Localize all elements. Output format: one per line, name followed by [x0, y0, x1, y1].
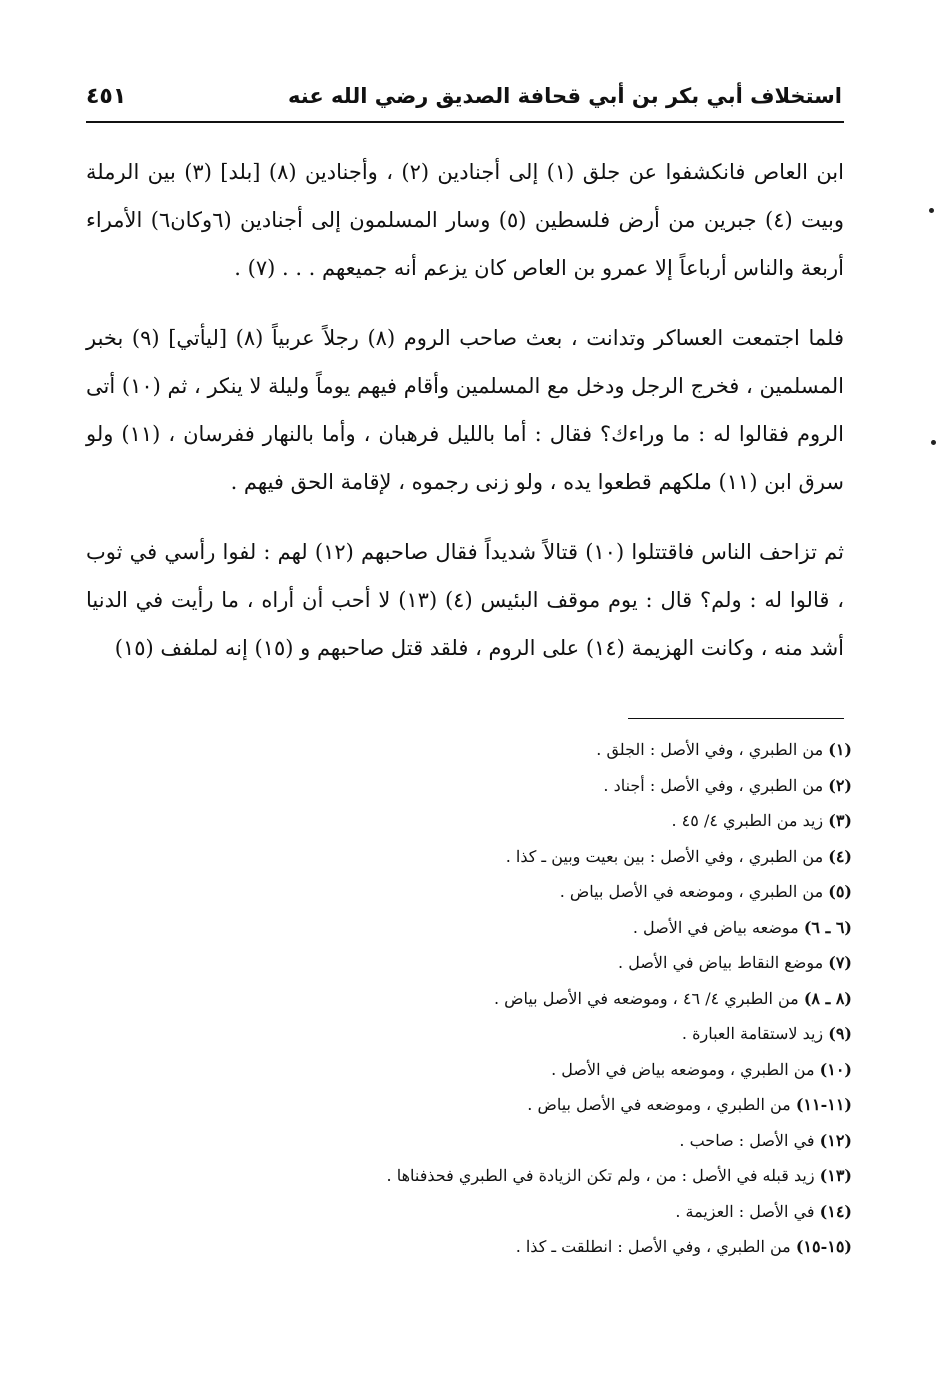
header-rule [86, 121, 844, 123]
footnote [300, 945, 852, 981]
footnote [300, 1052, 852, 1088]
page-number: ٤٥١ [86, 84, 127, 109]
footnote [300, 1229, 852, 1265]
footnote [300, 1016, 852, 1052]
footnote-text: زيد من الطبري ٤/ ٤٥ . [671, 811, 824, 830]
footnote-number: (١٢) [819, 1130, 852, 1150]
footnote-text: من الطبري ، وموضعه بياض في الأصل . [551, 1059, 815, 1079]
footnote [300, 1194, 852, 1230]
footnote-text: زيد قبله في الأصل : من ، ولم تكن الزيادة في الطبري فحذفناها . [386, 1166, 815, 1185]
footnote-number: (٤) [828, 846, 852, 866]
footnote-text: من الطبري ، وفي الأصل : بين بعيت وبين ـ كذا . [505, 846, 824, 866]
footnote [300, 768, 852, 804]
footnote-text: من الطبري ، وموضعه في الأصل بياض . [527, 1095, 791, 1114]
footnote-text: زيد لاستقامة العبارة . [681, 1024, 824, 1043]
footnote-separator [628, 718, 844, 719]
margin-speck [929, 208, 934, 213]
footnote-number: (١) [828, 740, 852, 759]
footnote-text: من الطبري ٤/ ٤٦ ، وموضعه في الأصل بياض . [493, 988, 799, 1008]
footnote-number: (٥) [828, 882, 852, 901]
footnote-number: (٣) [828, 811, 852, 830]
footnote-text: من الطبري ، وفي الأصل : أجناد . [603, 775, 824, 795]
footnotes-list [300, 732, 852, 1265]
footnote-number: (١٣) [819, 1166, 852, 1185]
footnote-number: (١١-١١) [795, 1095, 852, 1114]
footnote-text: من الطبري ، وفي الأصل : الجلق . [596, 740, 824, 759]
footnote-number: (١٠) [819, 1059, 852, 1079]
footnote-number: (٦ ـ ٦) [803, 917, 852, 937]
footnote-text: موضع النقاط بياض في الأصل . [618, 953, 824, 972]
footnote [300, 910, 852, 946]
footnote-text: في الأصل : العزيمة . [675, 1201, 815, 1221]
footnote-text: من الطبري ، وموضعه في الأصل بياض . [559, 882, 824, 901]
footnote-text: موضعه بياض في الأصل . [632, 917, 799, 937]
paragraph: ابن العاص فانكشفوا عن جلق (١) إلى أجنادين (٢) ، وأجنادين (٨) [بلد] (٣) بين الرملة وبيت (٤) جبرين من أرض فلسطين (٥) وسار المسلمون إلى أجنادين (٦وكان٦) الأمراء أربعة والناس أرباعاً إلا عمرو بن العاص كان يزعم أنه جميعهم . . . (٧) . [86, 160, 845, 280]
margin-speck [931, 440, 936, 445]
running-title: استخلاف أبي بكر بن أبي قحافة الصديق رضي الله عنه [288, 84, 842, 108]
running-header [86, 82, 842, 120]
footnote [300, 839, 852, 875]
paragraph: ثم تزاحف الناس فاقتتلوا (١٠) قتالاً شديداً فقال صاحبهم (١٢) لهم : لفوا رأسي في ثوب ، قالوا له : ولم؟ قال : يوم موقف البئيس (٤) (١٣) لا أحب أن أراه ، ما رأيت في الدنيا أشد منه ، وكانت الهزيمة (١٤) على الروم ، فلقد قتل صاحبهم و (١٥) إنه لملفف (١٥) [86, 540, 844, 660]
footnote [300, 1158, 852, 1194]
footnote-text: في الأصل : صاحب . [679, 1130, 815, 1150]
footnote [300, 1087, 852, 1123]
footnote-number: (١٥-١٥) [795, 1237, 852, 1256]
footnote [300, 874, 852, 910]
footnote [300, 981, 852, 1017]
footnote-number: (٧) [828, 953, 852, 972]
footnote [300, 732, 852, 768]
footnote-text: من الطبري ، وفي الأصل : انطلقت ـ كذا . [515, 1237, 791, 1256]
footnote-number: (٨ ـ ٨) [803, 988, 852, 1008]
footnote-number: (٢) [828, 775, 852, 795]
footnote [300, 1123, 852, 1159]
paragraph: فلما اجتمعت العساكر وتدانت ، بعث صاحب الروم (٨) رجلاً عربياً (٨) [ليأتي] (٩) بخبر المسلمين ، فخرج الرجل ودخل مع المسلمين وأقام فيهم يوماً وليلة لا ينكر ، ثم (١٠) أتى الروم فقالوا له : ما وراءك؟ فقال : أما بالليل فرهبان ، وأما بالنهار ففرسان ، (١١) ولو سرق ابن (١١) ملكهم قطعوا يده ، ولو زنى رجموه ، لإقامة الحق فيهم . [86, 326, 845, 494]
footnote-number: (٩) [828, 1024, 852, 1043]
main-text [86, 148, 844, 672]
footnote-number: (١٤) [819, 1201, 852, 1221]
footnote [300, 803, 852, 839]
